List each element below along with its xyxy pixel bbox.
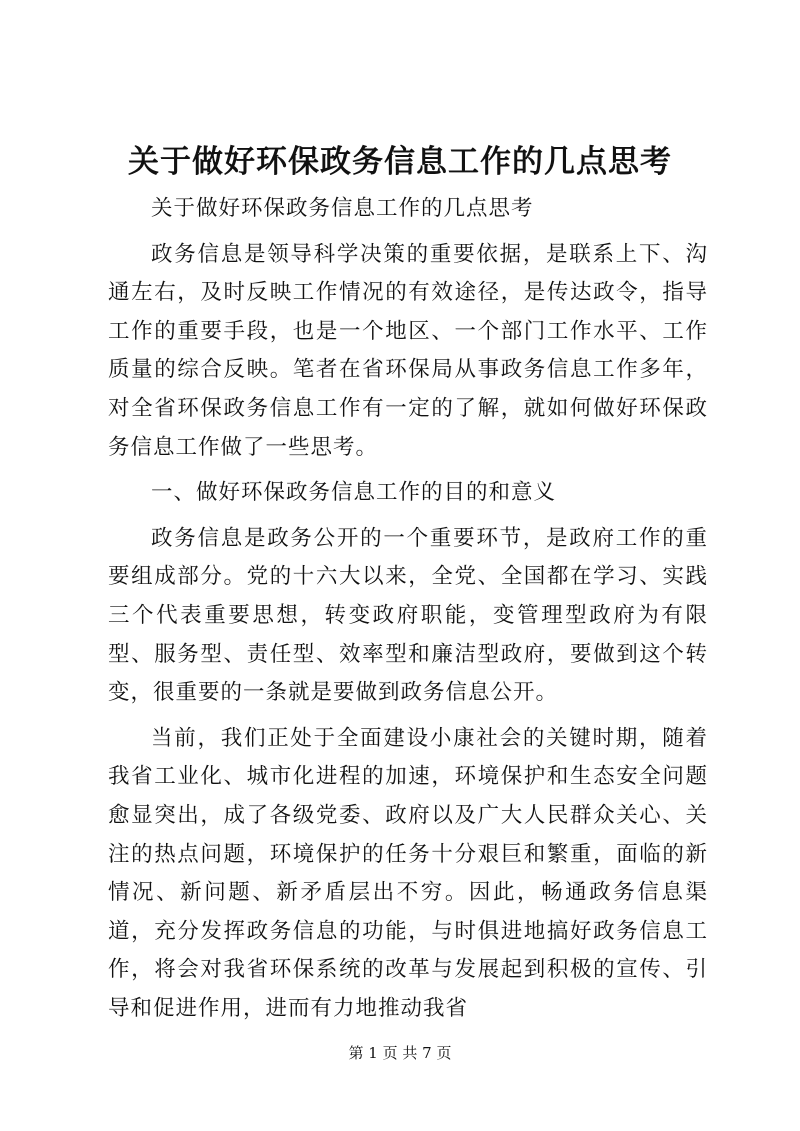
subtitle-paragraph: 关于做好环保政务信息工作的几点思考 [151, 196, 534, 221]
body-paragraph: 当前，我们正处于全面建设小康社会的关键时期，随着我省工业化、城市化进程的加速，环境保护和生态安全问题愈显突出，成了各级党委、政府以及广大人民群众关心、关注的热点问题，环境保护的任务十分艰巨和繁重，面临的新情况、新问题、新矛盾层出不穷。因此，畅通政务信息渠道，充分发挥政务信息的功能，与时俱进地搞好政务信息工作，将会对我省环保系统的改革与发展起到积极的宣传、引导和促进作用，进而有力地推动我省 [108, 725, 708, 1021]
section-heading: 一、做好环保政务信息工作的目的和意义 [151, 480, 557, 506]
page-footer: 第 1 页 共 7 页 [348, 1044, 452, 1062]
document-body [108, 190, 708, 1035]
document-title: 关于做好环保政务信息工作的几点思考 [128, 144, 672, 180]
intro-paragraph: 政务信息是领导科学决策的重要依据，是联系上下、沟通左右，及时反映工作情况的有效途径，是传达政令，指导工作的重要手段，也是一个地区、一个部门工作水平、工作质量的综合反映。笔者在省环保局从事政务信息工作多年，对全省环保政务信息工作有一定的了解，就如何做好环保政务信息工作做了一些思考。 [108, 241, 708, 460]
body-paragraph: 政务信息是政务公开的一个重要环节，是政府工作的重要组成部分。党的十六大以来，全党、全国都在学习、实践三个代表重要思想，转变政府职能，变管理型政府为有限型、服务型、责任型、效率型和廉洁型政府，要做到这个转变，很重要的一条就是要做到政务信息公开。 [108, 525, 708, 706]
